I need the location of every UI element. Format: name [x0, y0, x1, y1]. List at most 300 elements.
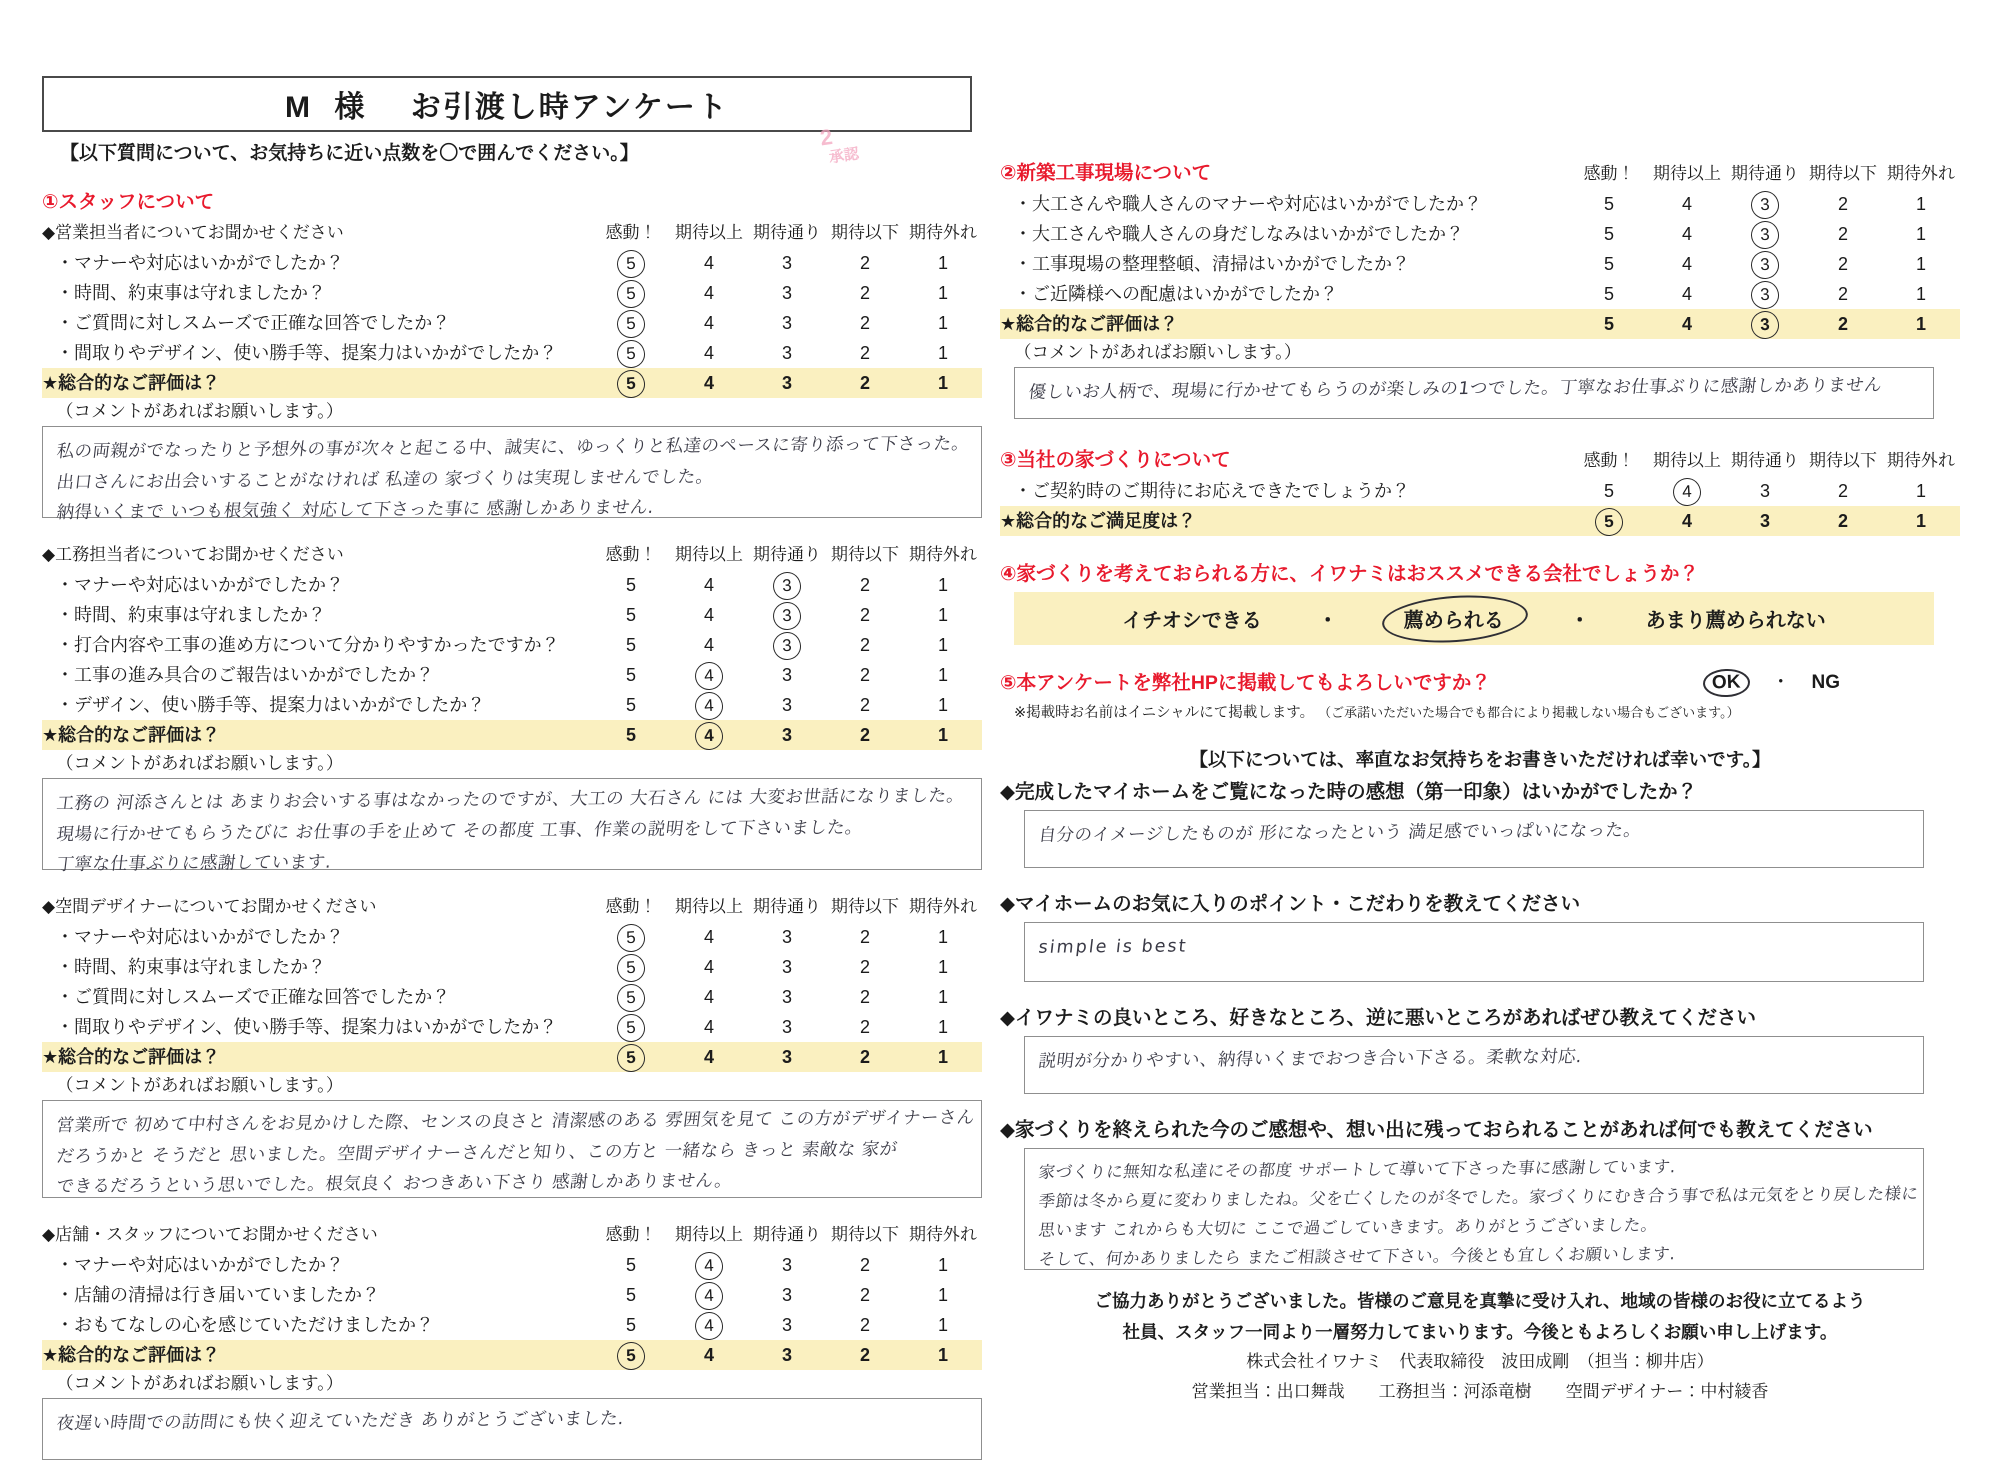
circle-mark: 5: [616, 249, 645, 278]
rating-rows: [42, 248, 982, 398]
rating-value[interactable]: 3: [781, 957, 792, 977]
rating-value-selected[interactable]: [1648, 476, 1726, 506]
comment-box-sales[interactable]: [42, 426, 982, 524]
rating-value[interactable]: 4: [703, 253, 714, 273]
rating-value[interactable]: 1: [904, 1340, 982, 1370]
comment-prompt: （コメントがあればお願いします。）: [56, 1075, 344, 1095]
question-row: [42, 338, 982, 368]
rating-value[interactable]: 2: [859, 1255, 870, 1275]
question-label: ・マナーや対応はいかがでしたか？: [56, 927, 344, 947]
scale-header-3: 期待以下: [831, 545, 899, 564]
rating-value[interactable]: 2: [1837, 481, 1848, 501]
rating-value[interactable]: 4: [703, 313, 714, 333]
scale-header-2: 期待通り: [753, 545, 821, 564]
rating-value-selected[interactable]: [1570, 506, 1648, 536]
comment-box-construction[interactable]: [42, 778, 982, 876]
rating-value[interactable]: 2: [859, 1017, 870, 1037]
question-label: ・工事の進み具合のご報告はいかがでしたか？: [56, 665, 434, 685]
total-label: ★総合的なご評価は？: [42, 368, 592, 398]
rating-value[interactable]: 1: [937, 313, 948, 333]
rating-value[interactable]: 2: [826, 1042, 904, 1072]
rating-value-selected[interactable]: [670, 660, 748, 690]
group-heading: ◆店舗・スタッフについてお聞かせください: [42, 1225, 378, 1244]
scale-header-2: 期待通り: [1731, 163, 1799, 183]
circle-mark: 3: [772, 601, 801, 630]
handwritten-line: 自分のイメージしたものが 形になったという 満足感でいっぱいになった。: [1037, 820, 1643, 846]
rating-rows: [1000, 476, 1960, 536]
circle-mark: 3: [772, 631, 801, 660]
rating-value-selected[interactable]: [748, 600, 826, 630]
footer: [1000, 1286, 1960, 1407]
rating-value-selected[interactable]: [1726, 189, 1804, 219]
rating-value-selected[interactable]: [592, 982, 670, 1012]
customer-initial: M: [285, 91, 325, 124]
question-label: ・時間、約束事は守れましたか？: [56, 283, 326, 303]
rating-value[interactable]: 2: [1804, 506, 1882, 536]
free-item-2: [1000, 1002, 1960, 1094]
rating-value[interactable]: 4: [670, 1340, 748, 1370]
free-text-section: [1000, 746, 1960, 1270]
rating-value[interactable]: 1: [904, 1042, 982, 1072]
rating-value-selected[interactable]: [670, 1310, 748, 1340]
rating-value-selected[interactable]: [670, 1280, 748, 1310]
handwritten-line: できるだろうという思いでした。根気良く おつきあい下さり 感謝しかありません。: [55, 1171, 734, 1198]
rating-value[interactable]: 1: [1882, 309, 1960, 339]
rating-table-housebuilding: [1000, 445, 1960, 536]
rating-value[interactable]: 4: [703, 343, 714, 363]
handwritten-line: simple is best: [1037, 936, 1189, 958]
handwritten-line: 現場に行かせてもらうたびに お仕事の手を止めて その都度 工事、作業の説明をして下さいました。: [55, 817, 865, 845]
circle-mark: 3: [1750, 310, 1779, 339]
question-row: [42, 248, 982, 278]
comment-box-designer[interactable]: [42, 1100, 982, 1198]
rating-value[interactable]: 2: [859, 1315, 870, 1335]
rating-value[interactable]: 4: [1681, 254, 1692, 274]
circle-mark: 4: [694, 661, 723, 690]
handwritten-line: 説明が分かりやすい、納得いくまでおつき合い下さる。柔軟な対応.: [1037, 1047, 1584, 1072]
rating-value[interactable]: 5: [625, 635, 636, 655]
total-label: ★総合的なご評価は？: [42, 1042, 592, 1072]
rating-value[interactable]: 2: [1804, 309, 1882, 339]
rating-value[interactable]: 1: [937, 1285, 948, 1305]
rating-value[interactable]: 1: [937, 343, 948, 363]
question-row: [42, 1280, 982, 1310]
rating-value-selected[interactable]: [592, 952, 670, 982]
handwritten-line: 私の両親がでなったりと予想外の事が次々と起こる中、誠実に、ゆっくりと私達のペースに寄り添って下さった。: [55, 434, 971, 462]
circle-mark: 4: [1672, 477, 1701, 506]
rating-value[interactable]: 1: [937, 1315, 948, 1335]
rating-value[interactable]: 5: [625, 575, 636, 595]
circle-mark: 3: [1750, 220, 1779, 249]
total-row: [42, 1340, 982, 1370]
rating-value[interactable]: 2: [826, 720, 904, 750]
rating-value[interactable]: 2: [859, 1285, 870, 1305]
rating-value[interactable]: 1: [937, 695, 948, 715]
section3: [1000, 445, 1960, 536]
rating-value[interactable]: 2: [826, 368, 904, 398]
rating-value[interactable]: 1: [1915, 481, 1926, 501]
rating-value[interactable]: 2: [859, 605, 870, 625]
circle-mark: 5: [616, 1043, 645, 1072]
scale-header-1: 期待以上: [675, 1225, 743, 1244]
rating-value[interactable]: 1: [1882, 506, 1960, 536]
honorific: 様: [334, 91, 367, 124]
rating-value[interactable]: 5: [625, 695, 636, 715]
rating-value[interactable]: 2: [859, 957, 870, 977]
footer-line1: ご協力ありがとうございました。皆様のご意見を真摯に受け入れ、地域の皆様のお役に立てるよう: [1094, 1291, 1866, 1311]
rating-value[interactable]: 5: [1603, 254, 1614, 274]
rating-value[interactable]: 1: [904, 720, 982, 750]
question-row: [1000, 189, 1960, 219]
stamp-scribble: 承認: [827, 145, 860, 167]
question-label: ・マナーや対応はいかがでしたか？: [56, 253, 344, 273]
question-row: [1000, 219, 1960, 249]
rating-value[interactable]: 5: [625, 605, 636, 625]
free-heading: ◆完成したマイホームをご覧になった時の感想（第一印象）はいかがでしたか？: [1000, 781, 1698, 803]
rating-value[interactable]: 1: [937, 635, 948, 655]
rating-value[interactable]: 4: [703, 605, 714, 625]
scale-header-0: 感動！: [1583, 450, 1635, 470]
rating-value-selected[interactable]: [1726, 309, 1804, 339]
rating-value-selected[interactable]: [748, 570, 826, 600]
total-row: [1000, 309, 1960, 339]
total-label: ★総合的なご評価は？: [42, 720, 592, 750]
circle-mark: 5: [616, 339, 645, 368]
free-answer-box-1[interactable]: [1024, 922, 1924, 982]
question-row: [1000, 249, 1960, 279]
rating-value[interactable]: 1: [937, 605, 948, 625]
question-label: ・おもてなしの心を感じていただけましたか？: [56, 1315, 434, 1335]
comment-box-site[interactable]: [1014, 367, 1934, 419]
rating-value[interactable]: 2: [859, 927, 870, 947]
rating-value-selected[interactable]: [592, 248, 670, 278]
rating-value[interactable]: 4: [703, 987, 714, 1007]
rating-value[interactable]: 4: [1648, 309, 1726, 339]
circle-mark: 4: [694, 721, 723, 750]
section3-heading: ③当社の家づくりについて: [1000, 449, 1231, 471]
note-tail: （ご承諾いただいた場合でも都合により掲載しない場合もございます。）: [1318, 705, 1740, 720]
question-row: [42, 690, 982, 720]
rating-value[interactable]: 2: [859, 635, 870, 655]
circle-mark: 4: [694, 1281, 723, 1310]
total-label: ★総合的なご評価は？: [42, 1340, 592, 1370]
rating-value[interactable]: 1: [937, 957, 948, 977]
publish-choice: [1703, 667, 1840, 697]
rating-value[interactable]: 3: [781, 695, 792, 715]
rating-value[interactable]: 2: [859, 665, 870, 685]
free-heading: ◆イワナミの良いところ、好きなところ、逆に悪いところがあればぜひ教えてください: [1000, 1007, 1756, 1029]
rating-value-selected[interactable]: [592, 1042, 670, 1072]
scale-header-3: 期待以下: [1809, 450, 1877, 470]
question-row: [42, 982, 982, 1012]
handwritten-line: そして、何かありましたら またご相談させて下さい。今後とも宜しくお願いします.: [1037, 1243, 1677, 1269]
rating-rows: [1000, 189, 1960, 339]
rating-value[interactable]: 4: [703, 635, 714, 655]
group-heading: ◆営業担当者についてお聞かせください: [42, 223, 344, 242]
rating-value[interactable]: 4: [1681, 194, 1692, 214]
group-sales: [42, 218, 982, 524]
scale-header-1: 期待以上: [1653, 163, 1721, 183]
question-row: [42, 660, 982, 690]
rating-value[interactable]: 4: [670, 1042, 748, 1072]
rating-value[interactable]: 2: [859, 253, 870, 273]
left-column: [42, 186, 982, 1460]
rating-value[interactable]: 3: [748, 720, 826, 750]
rating-value[interactable]: 1: [1915, 254, 1926, 274]
scale-header-0: 感動！: [605, 223, 657, 242]
rating-value[interactable]: 1: [904, 368, 982, 398]
choice-option-0[interactable]: イチオシできる: [1122, 610, 1262, 632]
scale-header-0: 感動！: [1583, 163, 1635, 183]
scale-header-3: 期待以下: [1809, 163, 1877, 183]
rating-value[interactable]: 3: [748, 368, 826, 398]
rating-value[interactable]: 3: [781, 343, 792, 363]
rating-value-selected[interactable]: [592, 278, 670, 308]
rating-value[interactable]: 4: [703, 575, 714, 595]
group-heading: ◆空間デザイナーについてお聞かせください: [42, 897, 377, 916]
rating-value[interactable]: 2: [826, 1340, 904, 1370]
rating-value[interactable]: 3: [781, 253, 792, 273]
free-answer-box-2[interactable]: [1024, 1036, 1924, 1094]
question-row: [42, 278, 982, 308]
rating-value[interactable]: 2: [859, 343, 870, 363]
rating-value[interactable]: 2: [859, 575, 870, 595]
free-heading: ◆マイホームのお気に入りのポイント・こだわりを教えてください: [1000, 893, 1581, 915]
rating-value[interactable]: 4: [703, 283, 714, 303]
scale-header-2: 期待通り: [1731, 450, 1799, 470]
rating-value[interactable]: 2: [1837, 194, 1848, 214]
question-row: [42, 600, 982, 630]
circle-mark: 5: [616, 1013, 645, 1042]
section1-heading: ①スタッフについて: [42, 191, 215, 213]
rating-value-selected[interactable]: [1726, 279, 1804, 309]
question-label: ・ご契約時のご期待にお応えできたでしょうか？: [1014, 481, 1410, 501]
scale-header-4: 期待外れ: [1887, 163, 1955, 183]
section4-heading: ④家づくりを考えておられる方に、イワナミはおススメできる会社でしょうか？: [1000, 563, 1700, 585]
rating-value[interactable]: 1: [937, 987, 948, 1007]
rating-value[interactable]: 3: [781, 1017, 792, 1037]
rating-value[interactable]: 4: [1681, 224, 1692, 244]
publish-separator: ・: [1771, 672, 1791, 693]
rating-value[interactable]: 1: [1915, 284, 1926, 304]
question-row: [1000, 279, 1960, 309]
rating-value[interactable]: 1: [1915, 224, 1926, 244]
rating-value-selected[interactable]: [1726, 249, 1804, 279]
free-answer-box-0[interactable]: [1024, 810, 1924, 868]
rating-value[interactable]: 4: [703, 927, 714, 947]
rating-value[interactable]: 5: [1603, 284, 1614, 304]
scale-header-row: [42, 218, 982, 248]
scale-header-2: 期待通り: [753, 897, 821, 916]
rating-value[interactable]: 3: [1759, 481, 1770, 501]
rating-value[interactable]: 2: [859, 283, 870, 303]
question-row: [42, 308, 982, 338]
question-row: [42, 1250, 982, 1280]
question-row: [42, 630, 982, 660]
rating-value[interactable]: 2: [1837, 254, 1848, 274]
scale-header-4: 期待外れ: [909, 545, 977, 564]
stamp-number: 2: [818, 123, 835, 151]
scale-header-1: 期待以上: [675, 223, 743, 242]
question-label: ・間取りやデザイン、使い勝手等、提案力はいかがでしたか？: [56, 343, 558, 363]
rating-rows: [42, 922, 982, 1072]
scale-header-row: [42, 1220, 982, 1250]
scale-header-4: 期待外れ: [1887, 450, 1955, 470]
rating-value[interactable]: 5: [592, 720, 670, 750]
scale-header-1: 期待以上: [1653, 450, 1721, 470]
rating-value[interactable]: 3: [781, 987, 792, 1007]
handwritten-line: 丁寧な仕事ぶりに感謝しています.: [55, 852, 333, 876]
free-answer-box-3[interactable]: [1024, 1148, 1924, 1270]
free-heading: ◆家づくりを終えられた今のご感想や、想い出に残っておられることがあれば何でも教えてください: [1000, 1119, 1873, 1141]
rating-value[interactable]: 4: [1648, 506, 1726, 536]
question-row: [42, 1012, 982, 1042]
total-row: [42, 368, 982, 398]
section4: [1000, 558, 1960, 645]
choice-option-1[interactable]: 薦められる: [1394, 602, 1514, 635]
rating-value-selected[interactable]: [592, 308, 670, 338]
comment-prompt: （コメントがあればお願いします。）: [56, 753, 344, 773]
rating-value[interactable]: 5: [625, 1285, 636, 1305]
rating-value[interactable]: 1: [1915, 194, 1926, 214]
scale-header-4: 期待外れ: [909, 223, 977, 242]
rating-value[interactable]: 4: [670, 368, 748, 398]
rating-value[interactable]: 5: [1603, 194, 1614, 214]
rating-table-site: [1000, 158, 1960, 339]
rating-value[interactable]: 1: [937, 665, 948, 685]
rating-value[interactable]: 2: [859, 695, 870, 715]
question-label: ・ご近隣様への配慮はいかがでしたか？: [1014, 284, 1338, 304]
rating-value-selected[interactable]: [592, 368, 670, 398]
title-rest: お引渡し時アンケート: [410, 91, 729, 124]
circle-mark: 4: [694, 691, 723, 720]
scale-header-1: 期待以上: [675, 897, 743, 916]
circle-mark: 3: [1750, 190, 1779, 219]
footer-line2: 社員、スタッフ一同より一層努力してまいります。今後ともよろしくお願い申し上げます。: [1122, 1321, 1838, 1342]
rating-value[interactable]: 3: [781, 1255, 792, 1275]
rating-value-selected[interactable]: [592, 1012, 670, 1042]
circle-mark: 5: [616, 923, 645, 952]
handwritten-line: 納得いくまで いつも根気強く 対応して下さった事に 感謝しかありません.: [55, 498, 655, 524]
circle-mark: 3: [1750, 250, 1779, 279]
rating-value-selected[interactable]: [1726, 219, 1804, 249]
circle-mark: 5: [1594, 507, 1623, 536]
handwritten-line: 営業所で 初めて中村さんをお見かけした際、センスの良さと 清潔感のある 雰囲気を見て この方がデザイナーさん: [55, 1107, 976, 1136]
right-column: [1000, 158, 1960, 1407]
rating-value-selected[interactable]: [592, 922, 670, 952]
question-row: [1000, 476, 1960, 506]
rating-value[interactable]: 1: [937, 575, 948, 595]
handwritten-line: だろうかと そうだと 思いました。空間デザイナーさんだと知り、この方と 一緒なら きっと 素敵な 家が: [55, 1139, 899, 1167]
publish-ok-option[interactable]: OK: [1703, 668, 1750, 698]
scale-header-0: 感動！: [605, 545, 657, 564]
question-label: ・大工さんや職人さんのマナーや対応はいかがでしたか？: [1014, 194, 1482, 214]
rating-value[interactable]: 1: [937, 927, 948, 947]
footer-staff: 営業担当：出口舞哉 工務担当：河添竜樹 空間デザイナー：中村綾香: [1191, 1382, 1769, 1401]
scale-header-row: [42, 892, 982, 922]
rating-value[interactable]: 3: [1726, 506, 1804, 536]
handwritten-line: 工務の 河添さんとは あまりお会いする事はなかったのですが、大工の 大石さん には 大変お世話になりました。: [55, 786, 966, 814]
rating-value[interactable]: 3: [781, 1315, 792, 1335]
rating-value[interactable]: 5: [625, 665, 636, 685]
rating-value[interactable]: 3: [781, 283, 792, 303]
rating-value[interactable]: 1: [937, 1255, 948, 1275]
question-row: [42, 570, 982, 600]
question-row: [42, 952, 982, 982]
rating-value-selected[interactable]: [748, 630, 826, 660]
question-label: ・大工さんや職人さんの身だしなみはいかがでしたか？: [1014, 224, 1464, 244]
scale-header-2: 期待通り: [753, 223, 821, 242]
scale-header-4: 期待外れ: [909, 897, 977, 916]
group-construction: [42, 540, 982, 876]
rating-value[interactable]: 2: [1837, 224, 1848, 244]
group-heading: ◆工務担当者についてお聞かせください: [42, 545, 344, 564]
question-label: ・マナーや対応はいかがでしたか？: [56, 1255, 344, 1275]
comment-box-store[interactable]: [42, 1398, 982, 1460]
rating-value[interactable]: 3: [781, 313, 792, 333]
rating-value[interactable]: 5: [1570, 309, 1648, 339]
rating-value[interactable]: 2: [859, 987, 870, 1007]
note-main: ※掲載時お名前はイニシャルにて掲載します。: [1014, 705, 1315, 721]
rating-table-construction: [42, 540, 982, 750]
scale-header-3: 期待以下: [831, 1225, 899, 1244]
rating-value[interactable]: 1: [937, 253, 948, 273]
rating-value[interactable]: 3: [781, 927, 792, 947]
rating-value[interactable]: 2: [859, 313, 870, 333]
rating-table-sales: [42, 218, 982, 398]
rating-table-designer: [42, 892, 982, 1072]
rating-value[interactable]: 3: [781, 665, 792, 685]
rating-value[interactable]: 1: [937, 283, 948, 303]
rating-value[interactable]: 4: [703, 957, 714, 977]
rating-value[interactable]: 3: [748, 1042, 826, 1072]
question-label: ・デザイン、使い勝手等、提案力はいかがでしたか？: [56, 695, 486, 715]
free-item-0: [1000, 776, 1960, 868]
stamp-mark: [818, 115, 903, 181]
circle-mark: 5: [616, 279, 645, 308]
rating-value[interactable]: 5: [1603, 481, 1614, 501]
rating-value[interactable]: 5: [625, 1315, 636, 1335]
rating-value[interactable]: 3: [748, 1340, 826, 1370]
scale-header-4: 期待外れ: [909, 1225, 977, 1244]
rating-value[interactable]: 2: [1837, 284, 1848, 304]
rating-value[interactable]: 4: [1681, 284, 1692, 304]
rating-value-selected[interactable]: [670, 720, 748, 750]
scale-header-row: [1000, 445, 1960, 476]
rating-value[interactable]: 5: [1603, 224, 1614, 244]
rating-value-selected[interactable]: [670, 1250, 748, 1280]
scale-header-0: 感動！: [605, 897, 657, 916]
circle-mark: 4: [694, 1311, 723, 1340]
total-row: [42, 1042, 982, 1072]
rating-value[interactable]: 5: [625, 1255, 636, 1275]
circle-mark: 4: [694, 1251, 723, 1280]
choice-option-2[interactable]: あまり薦められない: [1645, 610, 1826, 632]
free-text-intro: 【以下については、率直なお気持ちをお書きいただければ幸いです。】: [1189, 749, 1771, 770]
publish-ng-option[interactable]: NG: [1811, 672, 1840, 693]
rating-value-selected[interactable]: [670, 690, 748, 720]
question-row: [42, 1310, 982, 1340]
rating-value-selected[interactable]: [592, 338, 670, 368]
rating-value[interactable]: 3: [781, 1285, 792, 1305]
section2: [1000, 158, 1960, 419]
scale-header-3: 期待以下: [831, 223, 899, 242]
scale-header-1: 期待以上: [675, 545, 743, 564]
rating-value[interactable]: 4: [703, 1017, 714, 1037]
handwritten-line: 優しいお人柄で、現場に行かせてもらうのが楽しみの1つでした。丁寧なお仕事ぶりに感謝しかありません: [1027, 375, 1884, 403]
rating-value-selected[interactable]: [592, 1340, 670, 1370]
rating-value[interactable]: 1: [937, 1017, 948, 1037]
